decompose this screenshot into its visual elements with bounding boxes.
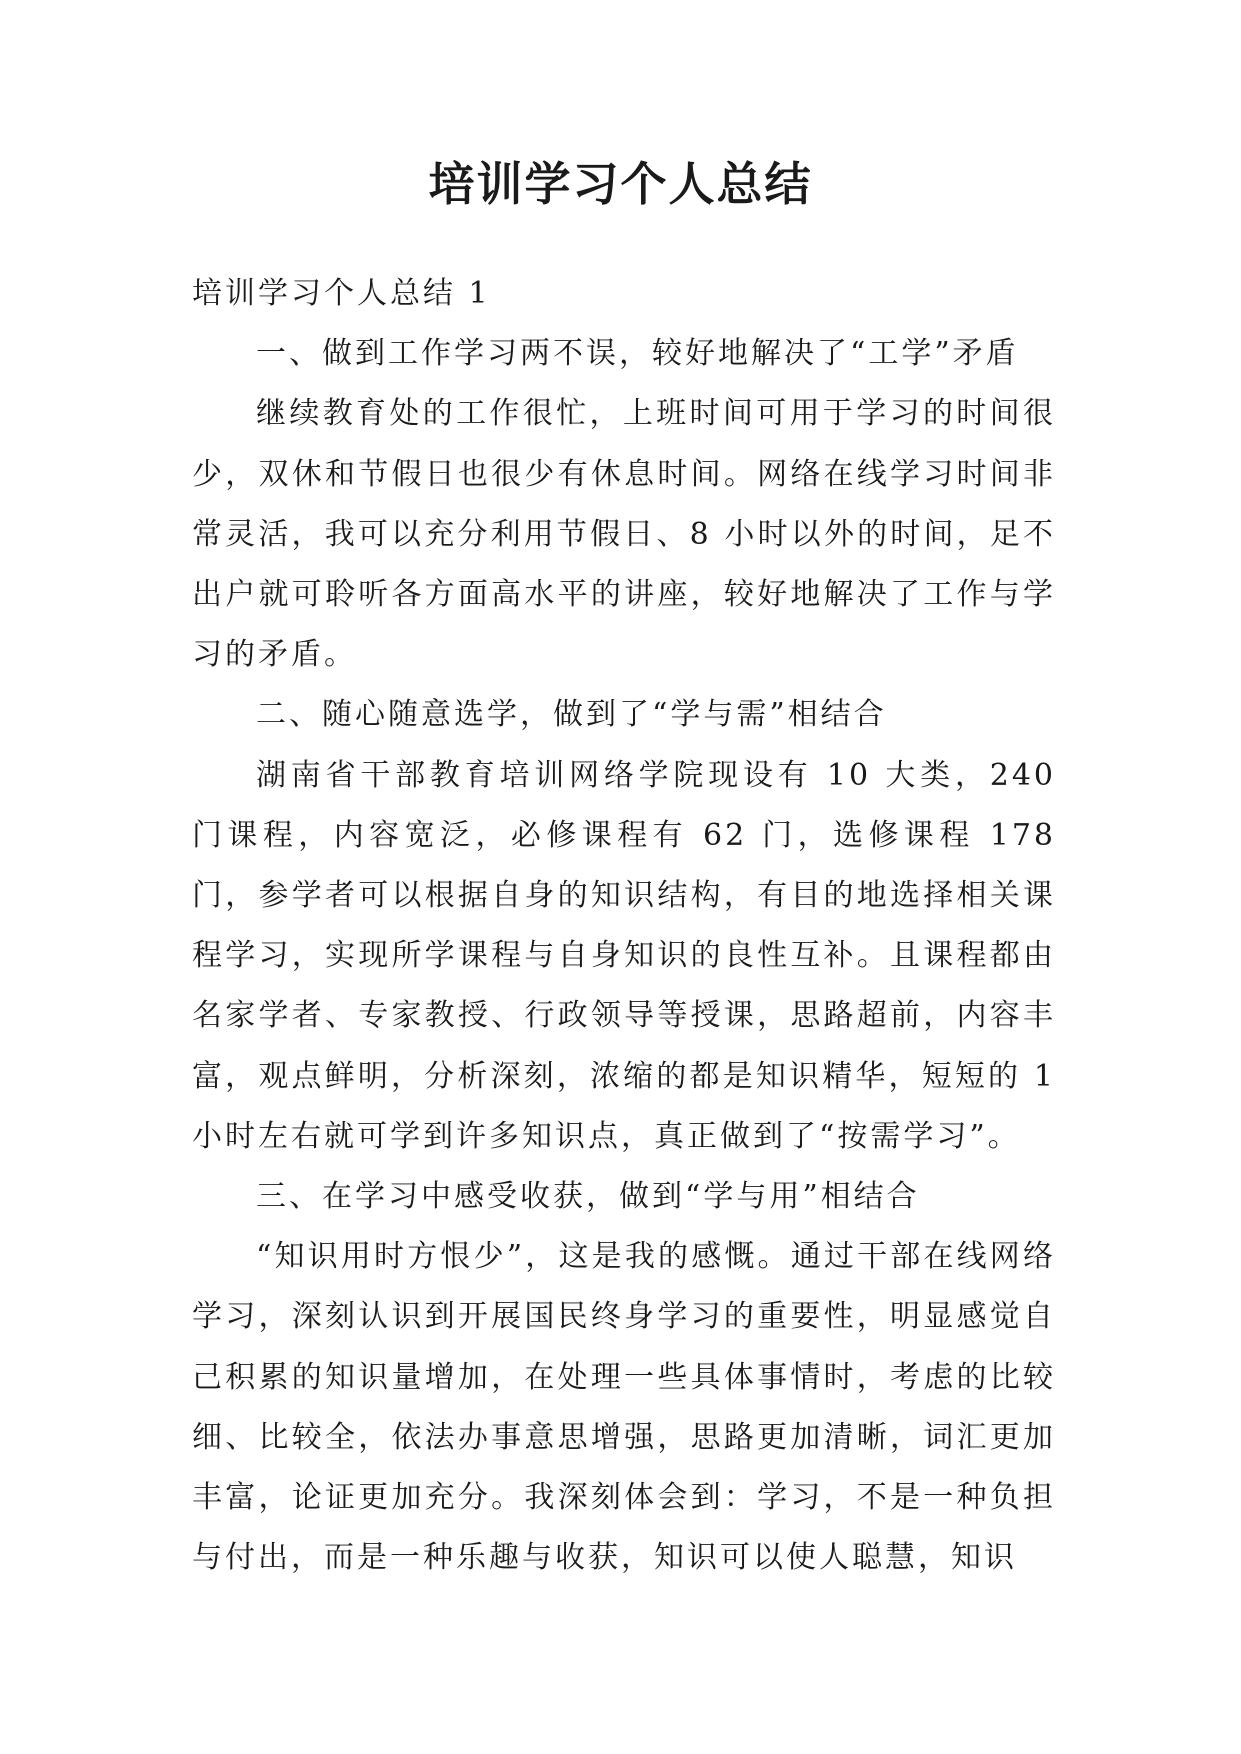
section-heading: 培训学习个人总结 1 xyxy=(192,276,491,311)
subheading-2: 二、随心随意选学，做到了“学与需”相结合 xyxy=(256,697,887,733)
document-body xyxy=(192,264,1056,1588)
paragraph-3: “知识用时方恨少”，这是我的感慨。通过干部在线网络学习，深刻认识到开展国民终身学习的重要性，明显感觉自己积累的知识量增加，在处理一些具体事情时，考虑的比较细、比较全，依法办事意思增强，思路更加清晰，词汇更加丰富，论证更加充分。我深刻体会到：学习，不是一种负担与付出，而是一种乐趣与收获，知识可以使人聪慧，知识 xyxy=(192,1239,1056,1576)
document-title: 培训学习个人总结 xyxy=(428,157,813,211)
paragraph-2: 湖南省干部教育培训网络学院现设有 10 大类，240 门课程，内容宽泛，必修课程有 62 门，选修课程 178 门，参学者可以根据自身的知识结构，有目的地选择相关课程学习，实现所学课程与自身知识的良性互补。且课程都由名家学者、专家教授、行政领导等授课，思路超前，内容丰富，观点鲜明，分析深刻，浓缩的都是知识精华，短短的 1 小时左右就可学到许多知识点，真正做到了“按需学习”。 xyxy=(192,757,1056,1154)
paragraph-1: 继续教育处的工作很忙，上班时间可用于学习的时间很少，双休和节假日也很少有休息时间。网络在线学习时间非常灵活，我可以充分利用节假日、8 小时以外的时间，足不出户就可聆听各方面高水平的讲座，较好地解决了工作与学习的矛盾。 xyxy=(192,396,1056,673)
subheading-1: 一、做到工作学习两不误，较好地解决了“工学”矛盾 xyxy=(256,336,1019,372)
subheading-3: 三、在学习中感受收获，做到“学与用”相结合 xyxy=(256,1179,920,1215)
